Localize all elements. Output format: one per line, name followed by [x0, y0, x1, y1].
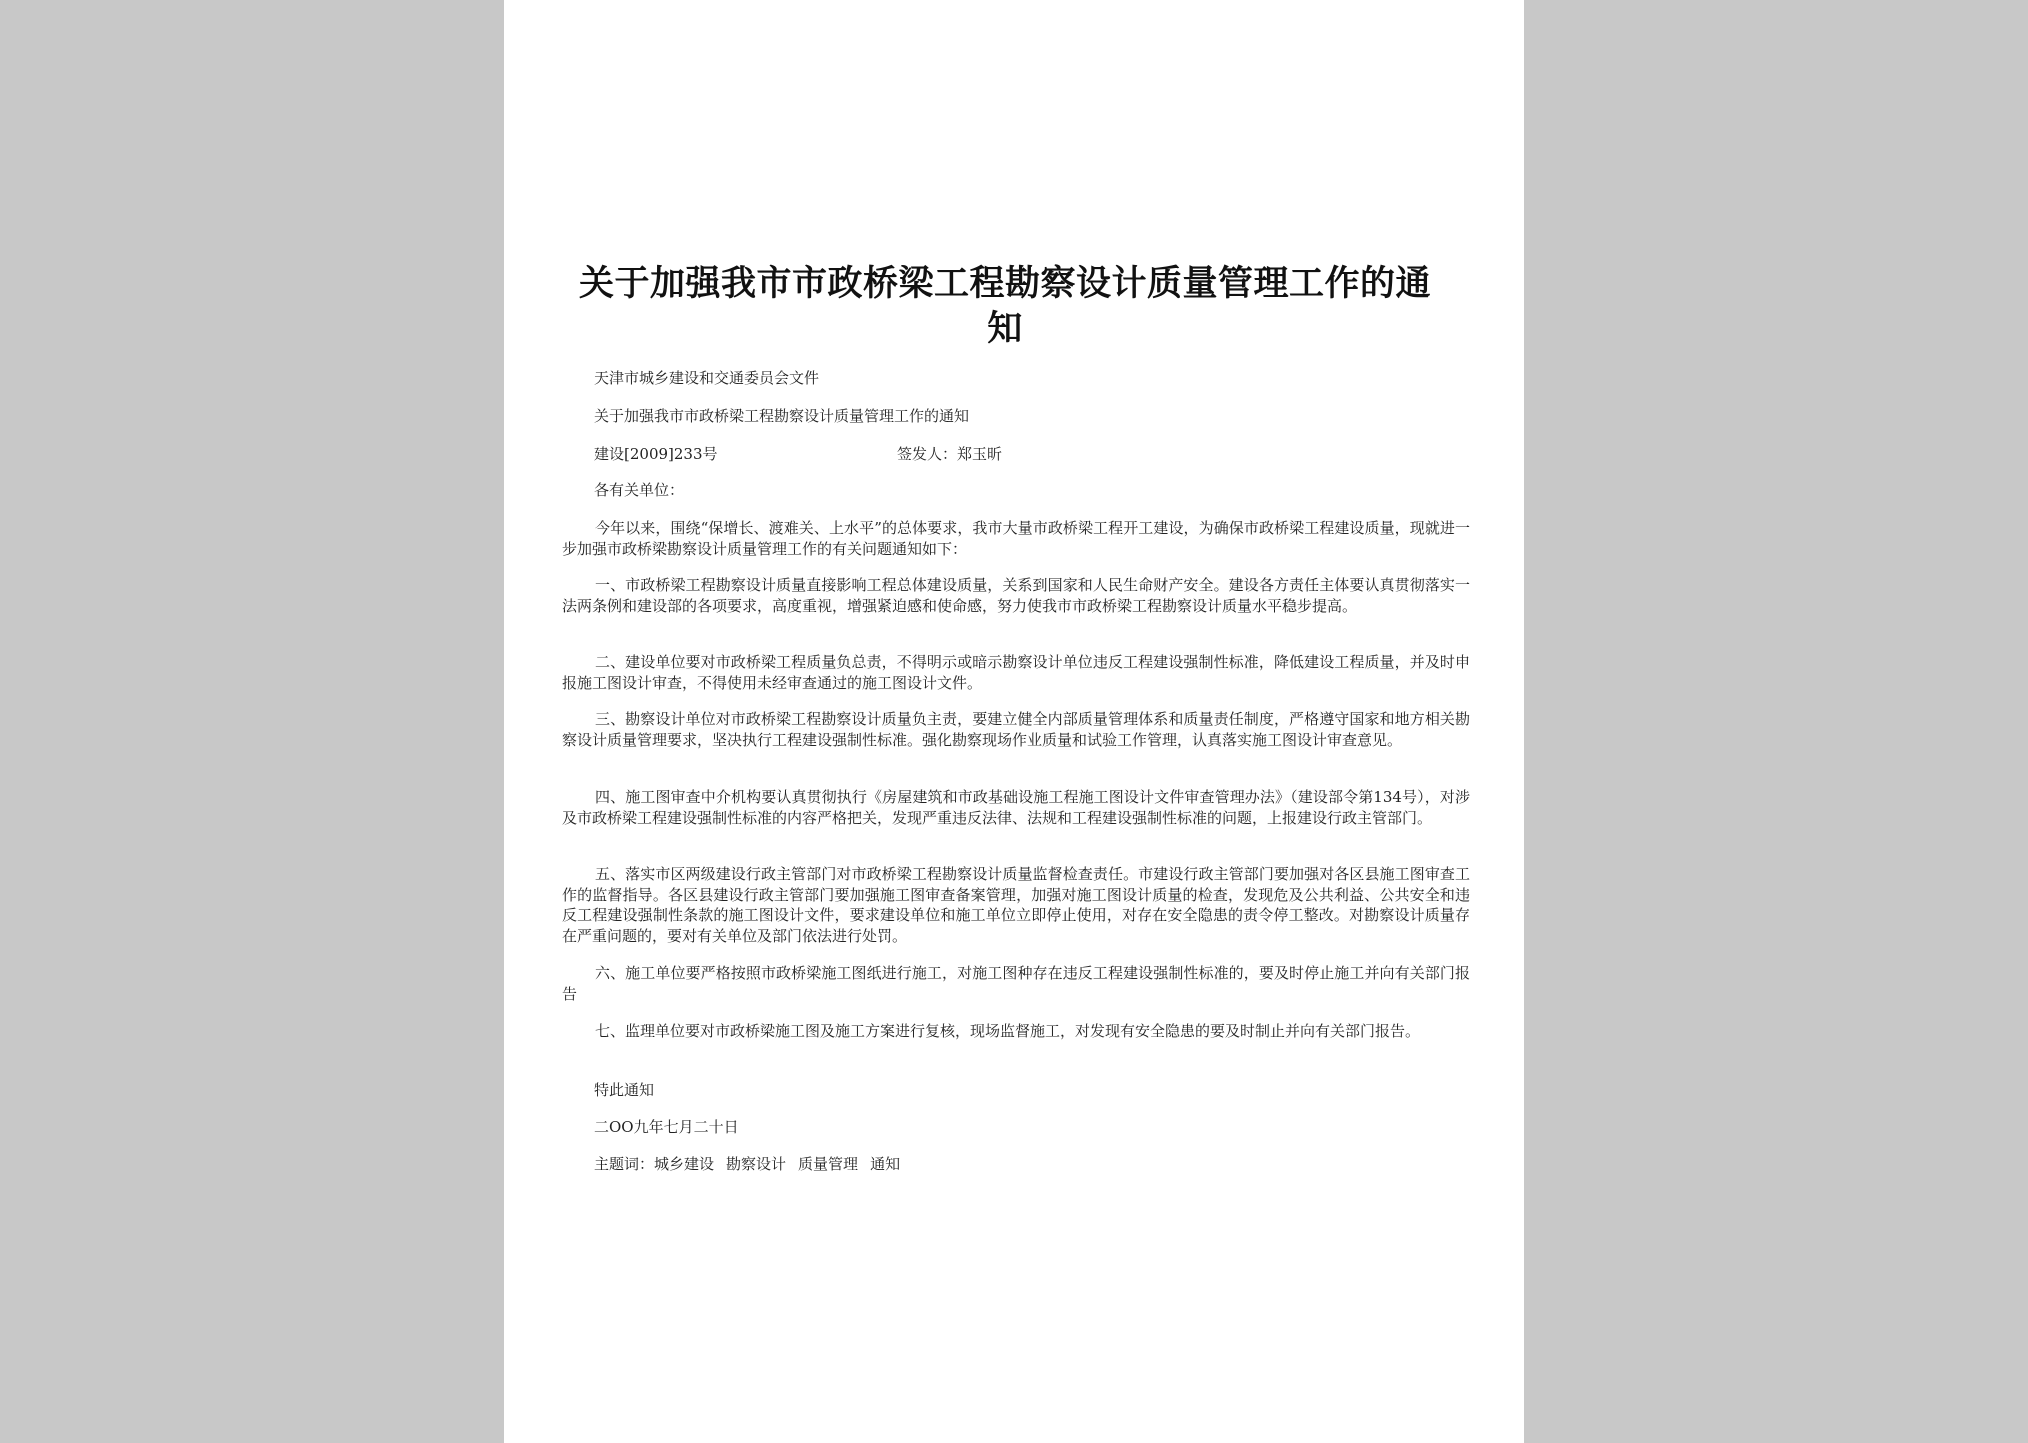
paragraph-3: 三、勘察设计单位对市政桥梁工程勘察设计质量负主责，要建立健全内部质量管理体系和质量责任制度，严格遵守国家和地方相关勘察设计质量管理要求，坚决执行工程建设强制性标准。强化勘察现场作业质量和试验工作管理，认真落实施工图设计审查意见。 — [562, 710, 1470, 749]
paragraph-7: 七、监理单位要对市政桥梁施工图及施工方案进行复核，现场监督施工，对发现有安全隐患的要及时制止并向有关部门报告。 — [595, 1022, 1421, 1040]
issuer-line: 天津市城乡建设和交通委员会文件 — [594, 369, 820, 387]
subtitle-line: 关于加强我市市政桥梁工程勘察设计质量管理工作的通知 — [594, 407, 970, 425]
paragraph-2: 二、建设单位要对市政桥梁工程质量负总责，不得明示或暗示勘察设计单位违反工程建设强制性标准，降低建设工程质量，并及时申报施工图设计审查，不得使用未经审查通过的施工图设计文件。 — [562, 653, 1470, 692]
addressee: 各有关单位： — [594, 481, 685, 499]
keyword: 质量管理 — [798, 1155, 859, 1173]
closing: 特此通知 — [594, 1081, 655, 1099]
paragraph-6: 六、施工单位要严格按照市政桥梁施工图纸进行施工，对施工图种存在违反工程建设强制性标准的，要及时停止施工并向有关部门报告 — [562, 964, 1470, 1003]
document-title: 关于加强我市市政桥梁工程勘察设计质量管理工作的通知 — [578, 264, 1431, 349]
paragraph-intro: 今年以来，围绕“保增长、渡难关、上水平”的总体要求，我市大量市政桥梁工程开工建设，为确保市政桥梁工程建设质量，现就进一步加强市政桥梁勘察设计质量管理工作的有关问题通知如下： — [562, 519, 1470, 558]
keyword: 勘察设计 — [726, 1155, 787, 1173]
paragraph-5: 五、落实市区两级建设行政主管部门对市政桥梁工程勘察设计质量监督检查责任。市建设行政主管部门要加强对各区县施工图审查工作的监督指导。各区县建设行政主管部门要加强施工图审查备案管理，加强对施工图设计质量的检查，发现危及公共利益、公共安全和违反工程建设强制性条款的施工图设计文件，要求建设单位和施工单位立即停止使用，对存在安全隐患的责令停工整改。对勘察设计质量存在严重问题的，要对有关单位及部门依法进行处罚。 — [562, 865, 1470, 945]
paragraph-4: 四、施工图审查中介机构要认真贯彻执行《房屋建筑和市政基础设施工程施工图设计文件审查管理办法》（建设部令第134号），对涉及市政桥梁工程建设强制性标准的内容严格把关，发现严重违反法律、法规和工程建设强制性标准的问题，上报建设行政主管部门。 — [562, 788, 1470, 827]
keyword: 城乡建设 — [654, 1155, 715, 1173]
document-page — [504, 0, 1524, 1443]
keywords-label: 主题词： — [594, 1155, 655, 1173]
doc-number: 建设[2009]233号 — [594, 445, 718, 463]
paragraph-1: 一、市政桥梁工程勘察设计质量直接影响工程总体建设质量，关系到国家和人民生命财产安全。建设各方责任主体要认真贯彻落实一法两条例和建设部的各项要求，高度重视，增强紧迫感和使命感，努力使我市市政桥梁工程勘察设计质量水平稳步提高。 — [562, 576, 1470, 615]
keywords-line — [594, 1154, 912, 1174]
keyword: 通知 — [870, 1155, 901, 1173]
signer: 签发人：郑玉昕 — [897, 445, 1003, 463]
issue-date: 二OO九年七月二十日 — [594, 1118, 739, 1136]
